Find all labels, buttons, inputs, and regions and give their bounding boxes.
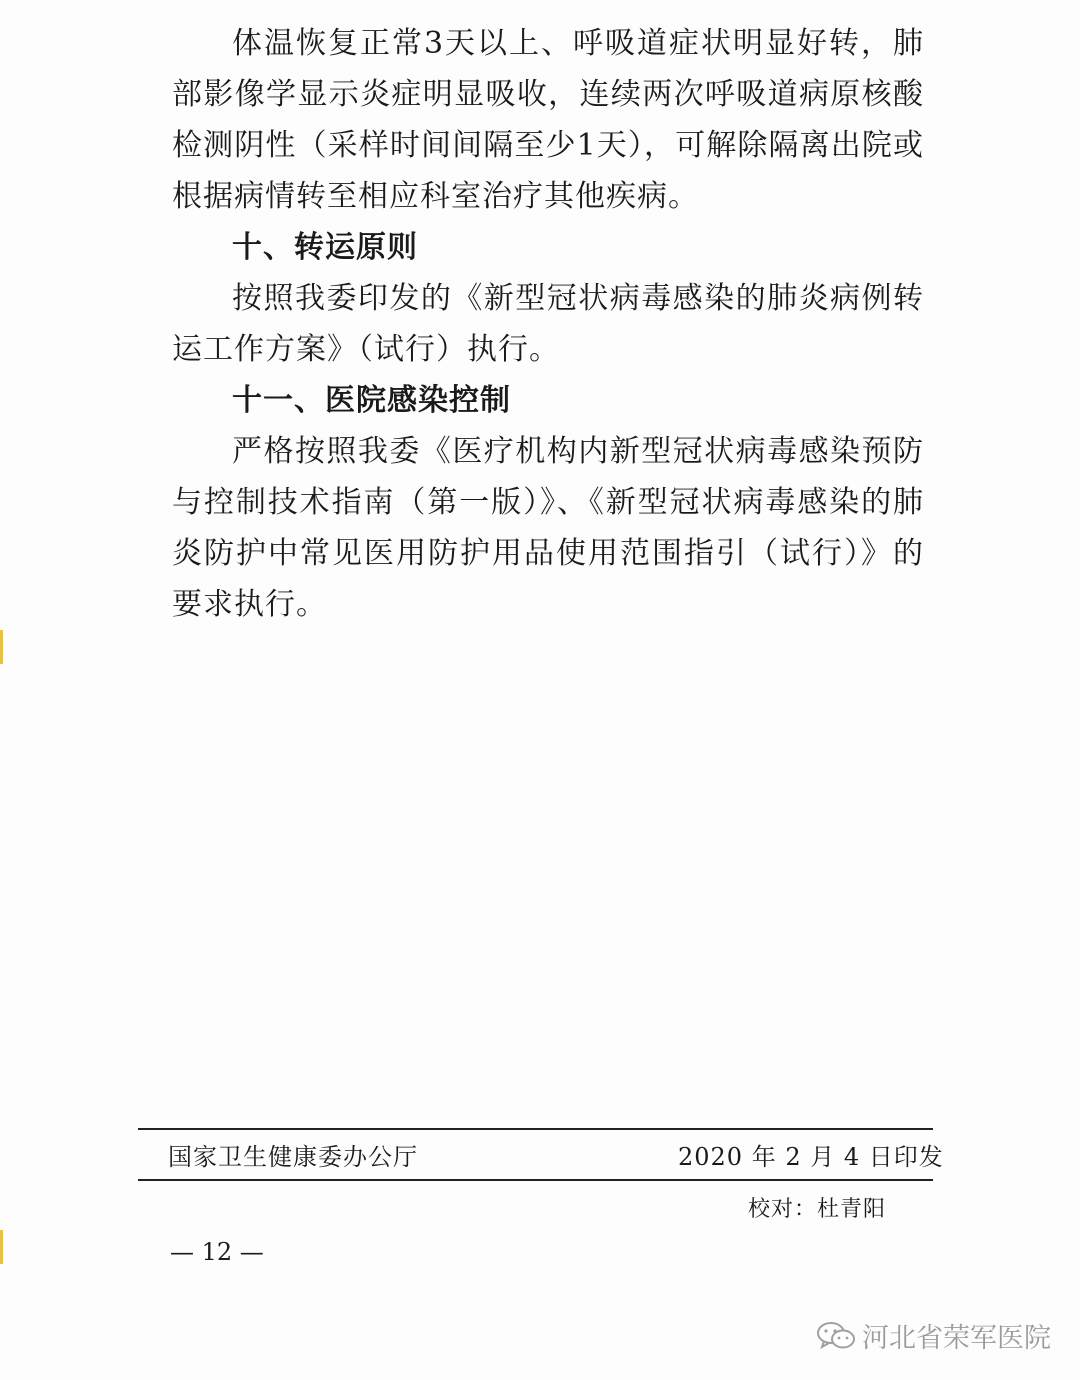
document-body (172, 18, 924, 630)
paragraph: 按照我委印发的《新型冠状病毒感染的肺炎病例转运工作方案》（试行）执行。 (172, 281, 924, 367)
issuer-name: 国家卫生健康委办公厅 (168, 1143, 418, 1171)
wechat-icon (816, 1320, 856, 1352)
scan-edge-mark (0, 630, 3, 664)
issue-date: 2020 年 2 月 4 日印发 (678, 1143, 944, 1171)
section-heading: 十、转运原则 (232, 230, 418, 265)
paragraph: 体温恢复正常3天以上、呼吸道症状明显好转，肺部影像学显示炎症明显吸收，连续两次呼吸道病原核酸检测阴性（采样时间间隔至少1天），可解除隔离出院或根据病情转至相应科室治疗其他疾病。 (172, 26, 924, 214)
watermark-text: 河北省荣军医院 (862, 1323, 1051, 1354)
proofreader: 校对：杜青阳 (748, 1197, 887, 1222)
paragraph: 严格按照我委《医疗机构内新型冠状病毒感染预防与控制技术指南（第一版）》、《新型冠状病毒感染的肺炎防护中常见医用防护用品使用范围指引（试行）》的要求执行。 (172, 434, 924, 622)
footer-rule-bottom (138, 1179, 933, 1181)
page-number: — 12 — (170, 1238, 264, 1266)
scan-edge-mark (0, 1230, 3, 1264)
footer-rule-top (138, 1128, 933, 1130)
section-heading: 十一、医院感染控制 (232, 383, 511, 418)
account-watermark (816, 1316, 1051, 1355)
